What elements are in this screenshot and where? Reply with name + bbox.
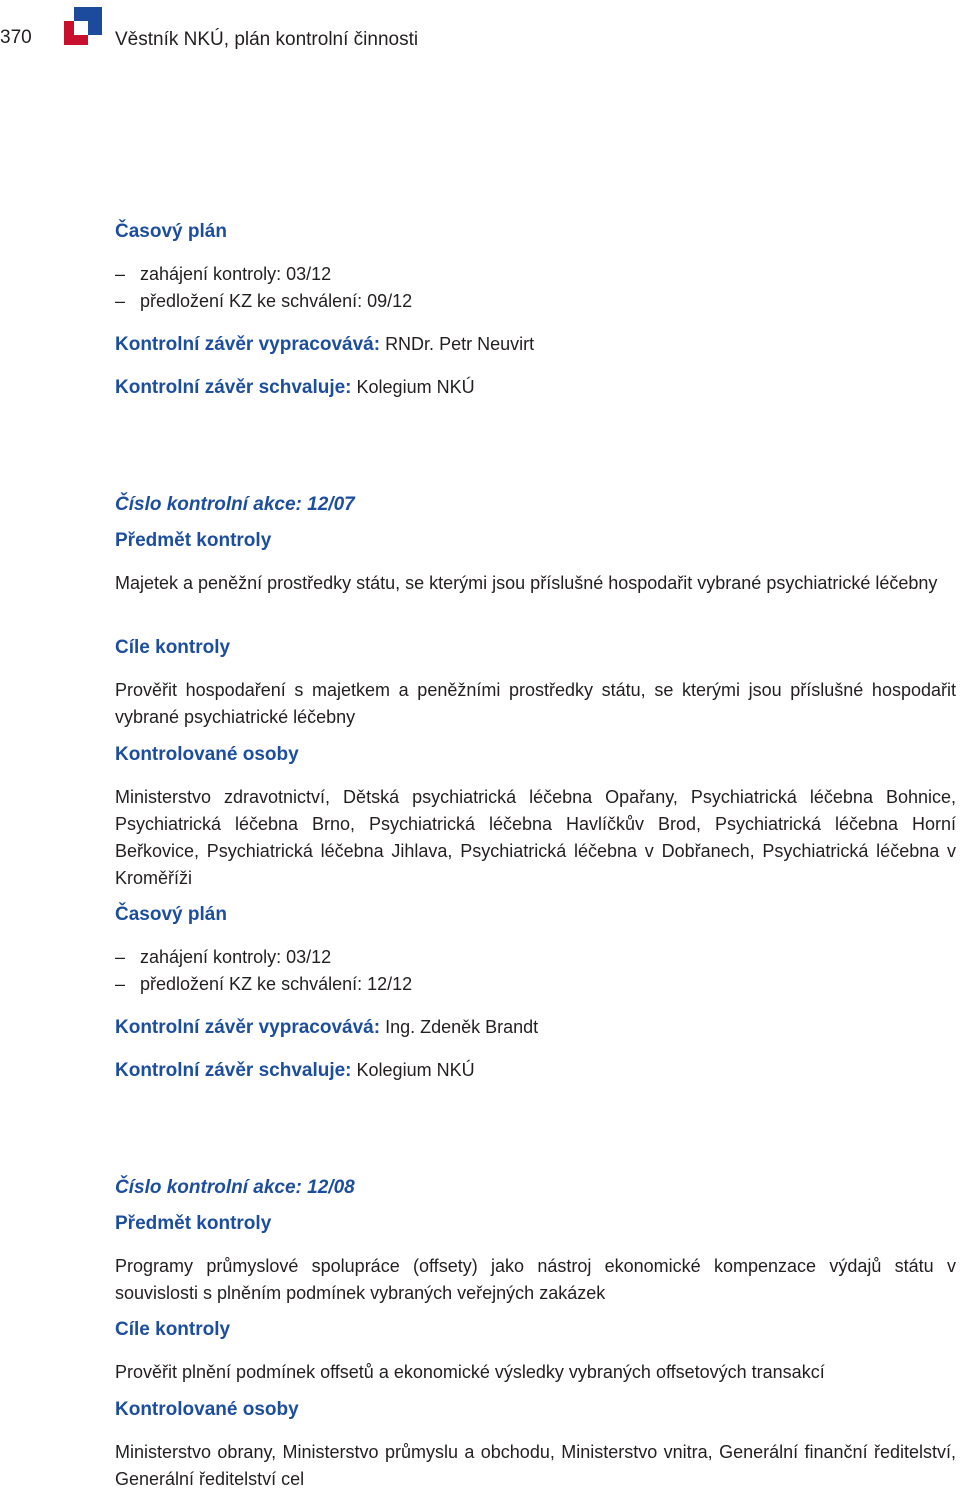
subject-text: Majetek a peněžní prostředky státu, se kterými jsou příslušné hospodařit vybrané psychiatrické léčebny <box>115 573 938 593</box>
approved-by-value: Kolegium NKÚ <box>356 1060 475 1080</box>
schedule-item: – zahájení kontroly: 03/12 <box>115 944 956 971</box>
prepared-by-label: Kontrolní závěr vypracovává: <box>115 334 381 355</box>
schedule-item: – předložení KZ ke schválení: 12/12 <box>115 971 956 998</box>
action-number: Číslo kontrolní akce: 12/07 <box>115 494 355 515</box>
goals-text: Prověřit plnění podmínek offsetů a ekonomické výsledky vybraných offsetových transakcí <box>115 1362 825 1382</box>
subject-heading: Předmět kontroly <box>115 1213 272 1234</box>
page-number: 370 <box>0 27 32 48</box>
goals-heading: Cíle kontroly <box>115 1319 231 1340</box>
approved-by-label: Kontrolní závěr schvaluje: <box>115 377 352 398</box>
prepared-by-line <box>115 1014 956 1041</box>
persons-heading: Kontrolované osoby <box>115 1399 299 1420</box>
prepared-by-value: RNDr. Petr Neuvirt <box>385 334 535 354</box>
subject-text: Programy průmyslové spolupráce (offsety) jako nástroj ekonomické kompenzace výdajů státu v souvislosti s plněním podmínek vybraných veřejných zakázek <box>115 1256 956 1303</box>
persons-text: Ministerstvo obrany, Ministerstvo průmyslu a obchodu, Ministerstvo vnitra, Generální finanční ředitelství, Generální ředitelství cel <box>115 1442 956 1489</box>
goals-heading: Cíle kontroly <box>115 637 231 658</box>
dash-bullet: – <box>115 947 126 967</box>
approved-by-line <box>115 1057 956 1084</box>
prepared-by-line <box>115 331 956 358</box>
dash-bullet: – <box>115 264 126 284</box>
persons-heading: Kontrolované osoby <box>115 744 299 765</box>
goals-text: Prověřit hospodaření s majetkem a peněžními prostředky státu, se kterými jsou příslušné hospodařit vybrané psychiatrické léčebny <box>115 680 956 727</box>
dash-bullet: – <box>115 974 126 994</box>
prepared-by-value: Ing. Zdeněk Brandt <box>385 1017 539 1037</box>
running-header-title: Věstník NKÚ, plán kontrolní činnosti <box>115 29 419 50</box>
action-number: Číslo kontrolní akce: 12/08 <box>115 1177 355 1198</box>
dash-bullet: – <box>115 291 126 311</box>
logo-white-overlap <box>74 21 88 35</box>
approved-by-line <box>115 374 956 401</box>
schedule-heading: Časový plán <box>115 904 227 925</box>
schedule-heading: Časový plán <box>115 221 227 242</box>
nku-logo <box>64 7 104 47</box>
approved-by-label: Kontrolní závěr schvaluje: <box>115 1060 352 1081</box>
approved-by-value: Kolegium NKÚ <box>356 377 475 397</box>
subject-heading: Předmět kontroly <box>115 530 272 551</box>
schedule-item: – zahájení kontroly: 03/12 <box>115 261 956 288</box>
schedule-item: – předložení KZ ke schválení: 09/12 <box>115 288 956 315</box>
prepared-by-label: Kontrolní závěr vypracovává: <box>115 1017 381 1038</box>
persons-text: Ministerstvo zdravotnictví, Dětská psychiatrická léčebna Opařany, Psychiatrická léčebna Bohnice, Psychiatrická léčebna Brno, Psychiatrická léčebna Havlíčkův Brod, Psychiatrická léčebna Horní Beřkovice, Psychiatrická léčebna Jihlava, Psychiatrická léčebna v Dobřanech, Psychiatrická léčebna v Kroměříži <box>115 787 956 888</box>
